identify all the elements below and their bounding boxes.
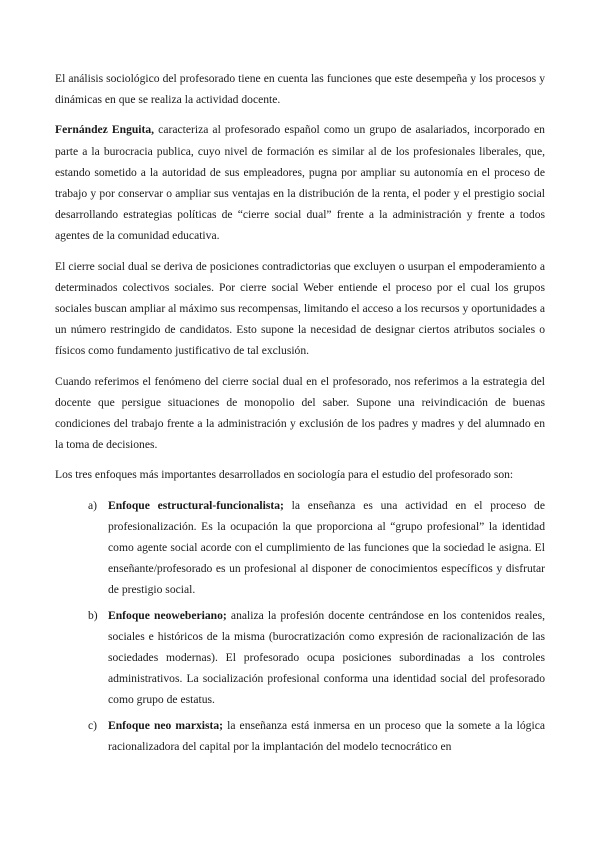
list-item-text: analiza la profesión docente centrándose en los contenidos reales, sociales e históricos de la misma (burocratización como expresión de racionalización de las sociedades modernas). El profesorado ocupa posiciones subordinadas a los controles administrativos. La socialización profesional conforma una identidad social del profesorado como grupo de estatus.	[108, 608, 545, 707]
list-item-neoweberiano	[55, 605, 545, 711]
author-name: Fernández Enguita,	[55, 123, 155, 137]
paragraph-cierre-social-text: El cierre social dual se deriva de posiciones contradictorias que excluyen o usurpan el empoderamiento a determinados colectivos sociales. Por cierre social Weber entiende el proceso por el cual los grupos sociales buscan ampliar al máximo sus recompensas, limitando el acceso a los recursos y oportunidades a un número restringido de candidatos. Esto supone la necesidad de designar ciertos atributos sociales o físicos como fundamento justificativo de tal exclusión.	[55, 259, 545, 358]
paragraph-cierre-social	[55, 256, 545, 362]
list-marker: c)	[88, 718, 98, 732]
list-item-estructural	[55, 495, 545, 601]
document-body	[55, 68, 545, 761]
paragraph-enfoques-intro	[55, 464, 545, 485]
list-item-title: Enfoque neoweberiano;	[108, 608, 227, 622]
list-marker: a)	[88, 498, 98, 512]
list-item-title: Enfoque estructural-funcionalista;	[108, 498, 284, 512]
list-item-title: Enfoque neo marxista;	[108, 718, 224, 732]
enfoques-list	[55, 495, 545, 757]
paragraph-intro-text: El análisis sociológico del profesorado tiene en cuenta las funciones que este desempeña y los procesos y dinámicas en que se realiza la actividad docente.	[55, 72, 545, 107]
paragraph-enguita	[55, 119, 545, 246]
paragraph-profesorado	[55, 371, 545, 456]
list-marker: b)	[88, 608, 98, 622]
paragraph-profesorado-text: Cuando referimos el fenómeno del cierre social dual en el profesorado, nos referimos a la estrategia del docente que persigue situaciones de monopolio del saber. Supone una reivindicación de buenas condiciones del trabajo frente a la administración y exclusión de los padres y madres y del alumnado en la toma de decisiones.	[55, 374, 545, 452]
list-item-neo-marxista	[55, 715, 545, 757]
paragraph-enguita-text: caracteriza al profesorado español como un grupo de asalariados, incorporado en parte a la burocracia publica, cuyo nivel de formación es similar al de los profesionales liberales, que, estando sometido a la autoridad de sus empleadores, pugna por ampliar su autonomía en el proceso de trabajo y por conservar o ampliar sus ventajas en la distribución de la renta, el poder y el prestigio social desarrollando estrategias políticas de “cierre social dual” frente a la administración y frente a todos agentes de la comunidad educativa.	[55, 123, 545, 243]
list-item-text: la enseñanza está inmersa en un proceso que la somete a la lógica racionalizadora del capital por la implantación del modelo tecnocrático en	[108, 718, 545, 753]
paragraph-intro	[55, 68, 545, 110]
list-item-text: la enseñanza es una actividad en el proceso de profesionalización. Es la ocupación la que proporciona al “grupo profesional” la identidad como agente social acorde con el cumplimiento de las funciones que la sociedad le asigna. El enseñante/profesorado es un profesional al disponer de conocimientos específicos y disfrutar de prestigio social.	[108, 498, 546, 597]
paragraph-enfoques-intro-text: Los tres enfoques más importantes desarrollados en sociología para el estudio del profesorado son:	[55, 468, 514, 482]
